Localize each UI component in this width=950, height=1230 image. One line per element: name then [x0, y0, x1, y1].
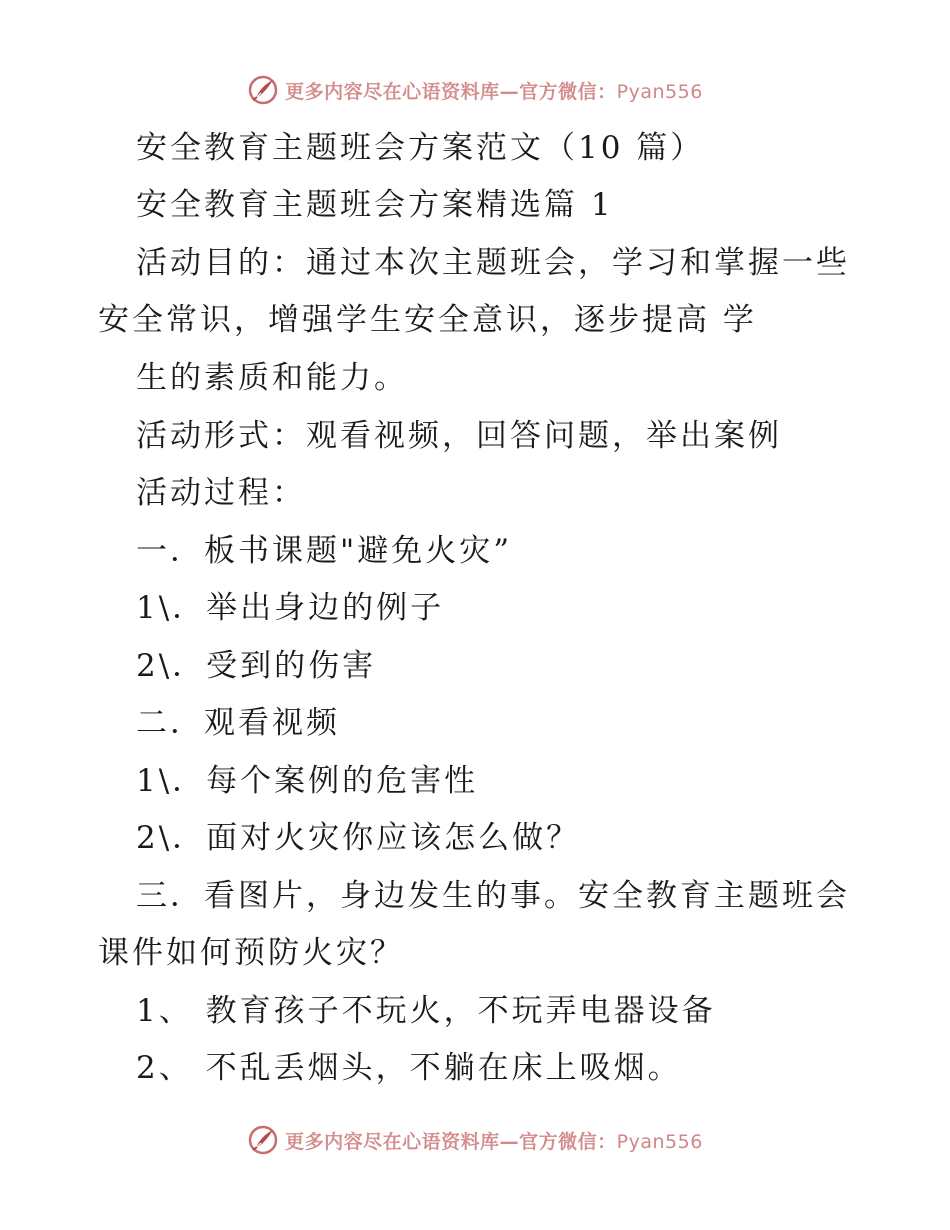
list-item: 1\．每个案例的危害性 [136, 763, 479, 799]
watermark-header [0, 70, 950, 110]
list-item: 2、 不乱丢烟头，不躺在床上吸烟。 [136, 1050, 682, 1086]
list-item: 2\．面对火灾你应该怎么做？ [136, 820, 581, 856]
paragraph-line: 安全常识，增强学生安全意识，逐步提高 学 [98, 302, 757, 338]
section-heading: 安全教育主题班会方案精选篇 1 [136, 187, 614, 223]
list-item: 2\．受到的伤害 [136, 648, 377, 684]
paragraph-line: 活动过程： [136, 475, 306, 511]
list-heading: 一．板书课题"避免火灾” [136, 533, 513, 569]
paragraph-line: 生的素质和能力。 [136, 360, 408, 396]
paragraph-line: 课件如何预防火灾？ [98, 935, 404, 971]
document-title: 安全教育主题班会方案范文（10 篇） [136, 130, 705, 166]
feather-pen-circle-icon [247, 74, 279, 106]
watermark-wechat-id: Pyan556 [616, 1130, 703, 1153]
list-heading: 二．观看视频 [136, 705, 340, 741]
list-item: 1\．举出身边的例子 [136, 590, 445, 626]
paragraph-line: 活动形式：观看视频，回答问题，举出案例 [136, 418, 782, 454]
watermark-wechat-id: Pyan556 [616, 80, 703, 103]
watermark-text [285, 77, 703, 104]
watermark-text [285, 1127, 703, 1154]
paragraph-line: 活动目的：通过本次主题班会，学习和掌握一些 [136, 245, 850, 281]
watermark-caption: 更多内容尽在心语资料库—官方微信： [285, 1130, 617, 1153]
list-heading: 三．看图片，身边发生的事。安全教育主题班会 [136, 878, 850, 914]
feather-pen-circle-icon [247, 1124, 279, 1156]
watermark-caption: 更多内容尽在心语资料库—官方微信： [285, 80, 617, 103]
watermark-footer [0, 1120, 950, 1160]
list-item: 1、 教育孩子不玩火，不玩弄电器设备 [136, 993, 716, 1029]
